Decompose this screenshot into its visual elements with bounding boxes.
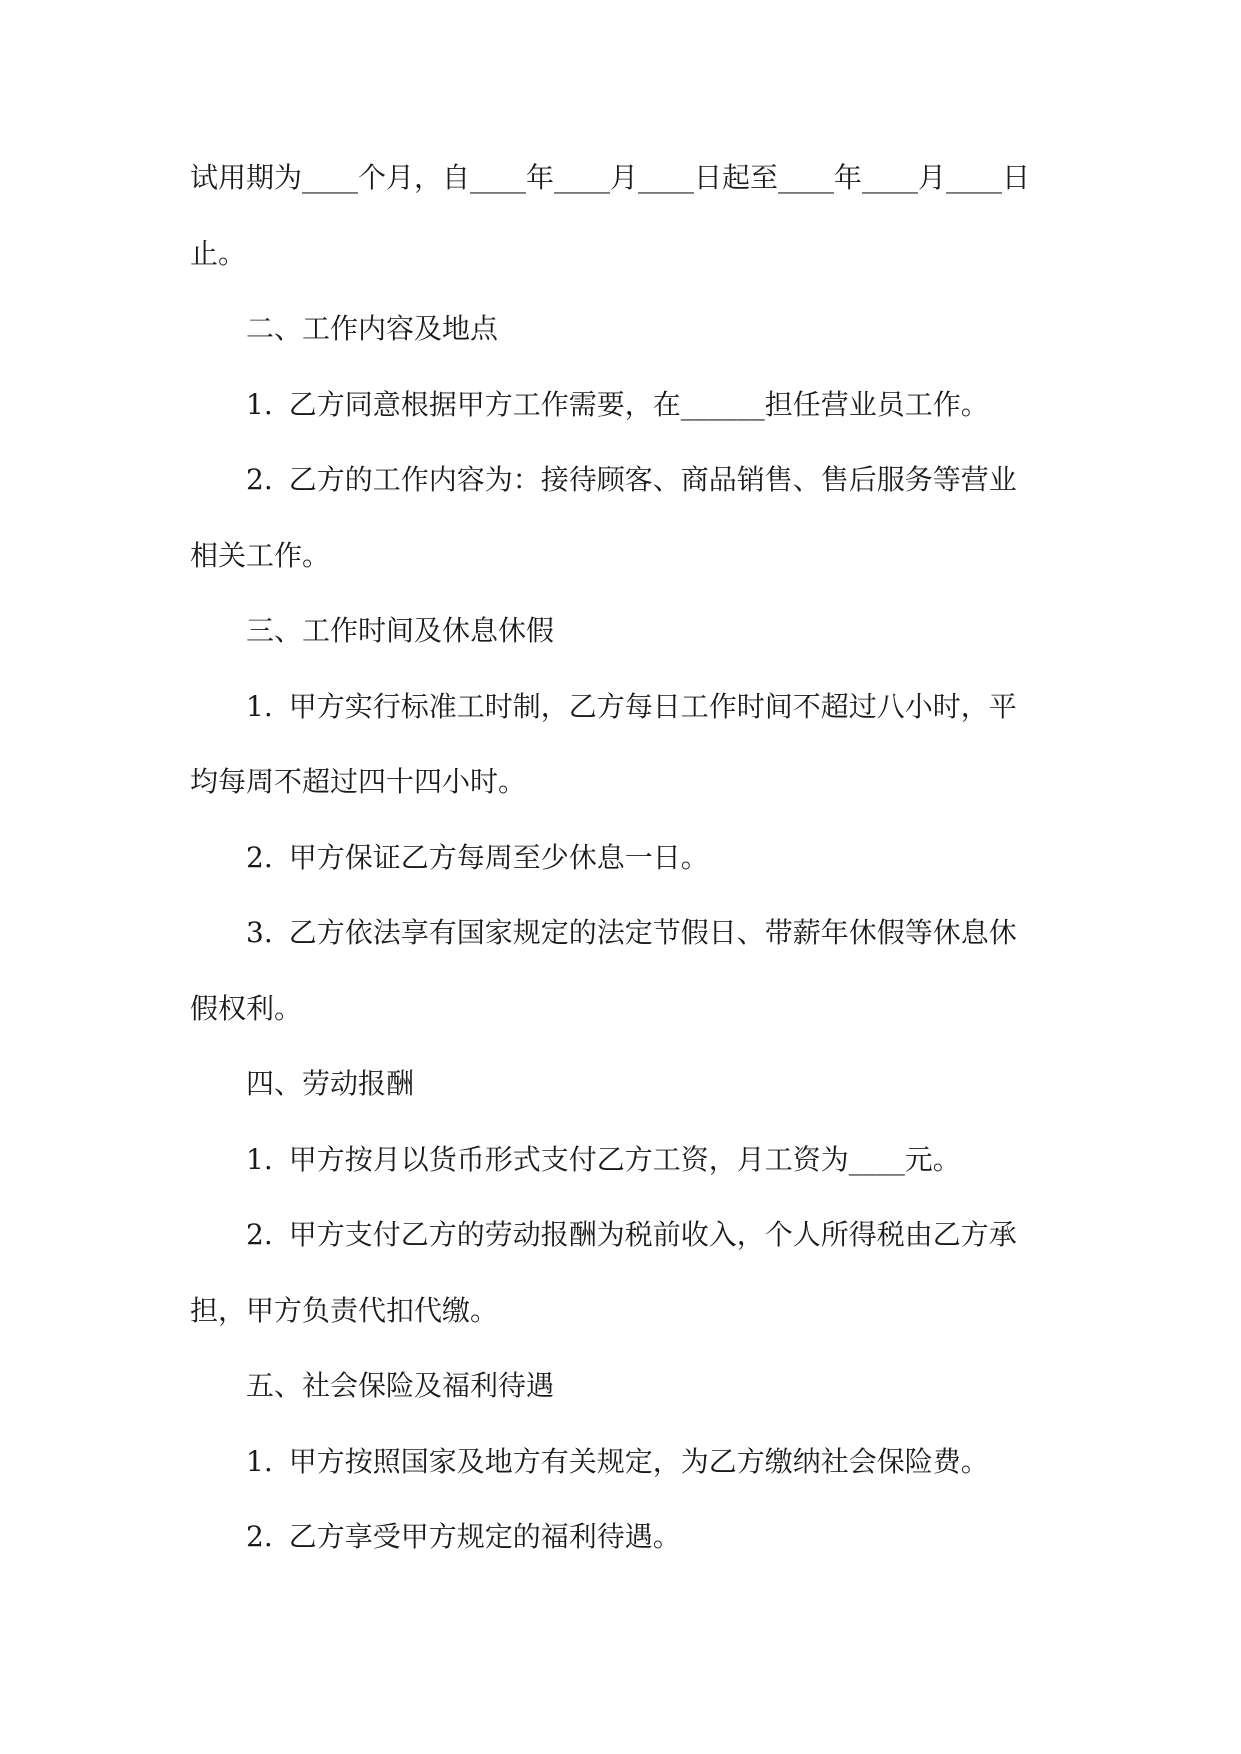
clause-number: 2. — [246, 1520, 273, 1553]
clause-line — [190, 1122, 1052, 1198]
clause-number: 1. — [246, 387, 273, 421]
clause-number: 1. — [246, 689, 273, 723]
section-heading — [190, 593, 1052, 669]
clause-number: 2. — [246, 463, 273, 496]
clause-continuation — [190, 971, 1052, 1047]
clause-line — [190, 1197, 1052, 1273]
clause-text: 乙方的工作内容为：接待顾客、商品销售、售后服务等营业 — [288, 463, 1017, 496]
section-heading-text: 四、劳动报酬 — [246, 1067, 415, 1100]
clause-number: 3. — [246, 916, 273, 949]
clause-line — [190, 1424, 1052, 1500]
clause-text: 乙方依法享有国家规定的法定节假日、带薪年休假等休息休 — [288, 916, 1017, 949]
line-text: 相关工作。 — [190, 538, 331, 572]
paragraph-line — [190, 216, 1052, 292]
line-text: 试用期为____个月，自____年____月____日起至____年____月____日 — [190, 161, 1031, 194]
clause-number: 2. — [246, 1218, 273, 1251]
clause-line — [190, 669, 1052, 745]
section-heading-text: 五、社会保险及福利待遇 — [246, 1369, 555, 1402]
clause-text: 甲方实行标准工时制，乙方每日工作时间不超过八小时，平 — [288, 689, 1017, 723]
clause-text: 甲方支付乙方的劳动报酬为税前收入，个人所得税由乙方承 — [288, 1218, 1017, 1251]
clause-text: 甲方保证乙方每周至少休息一日。 — [288, 840, 709, 874]
clause-continuation — [190, 518, 1052, 594]
clause-text: 乙方同意根据甲方工作需要，在______担任营业员工作。 — [288, 387, 989, 421]
document-body — [190, 140, 1052, 1575]
line-text: 假权利。 — [190, 991, 303, 1025]
clause-continuation — [190, 1273, 1052, 1349]
clause-text: 甲方按月以货币形式支付乙方工资，月工资为____元。 — [288, 1142, 961, 1176]
clause-text: 甲方按照国家及地方有关规定，为乙方缴纳社会保险费。 — [288, 1444, 989, 1478]
line-text: 均每周不超过四十四小时。 — [190, 765, 527, 798]
clause-text: 乙方享受甲方规定的福利待遇。 — [288, 1520, 681, 1553]
clause-line — [190, 367, 1052, 443]
clause-line — [190, 442, 1052, 518]
clause-number: 1. — [246, 1444, 273, 1478]
clause-line — [190, 820, 1052, 896]
section-heading — [190, 1046, 1052, 1122]
paragraph-line — [190, 140, 1052, 216]
section-heading-text: 三、工作时间及休息休假 — [246, 614, 555, 647]
clause-number: 1. — [246, 1142, 273, 1176]
line-text: 止。 — [190, 236, 247, 270]
clause-number: 2. — [246, 840, 273, 874]
section-heading — [190, 291, 1052, 367]
section-heading — [190, 1348, 1052, 1424]
section-heading-text: 二、工作内容及地点 — [246, 312, 499, 345]
clause-line — [190, 1499, 1052, 1575]
clause-line — [190, 895, 1052, 971]
clause-continuation — [190, 744, 1052, 820]
line-text: 担，甲方负责代扣代缴。 — [190, 1293, 499, 1327]
